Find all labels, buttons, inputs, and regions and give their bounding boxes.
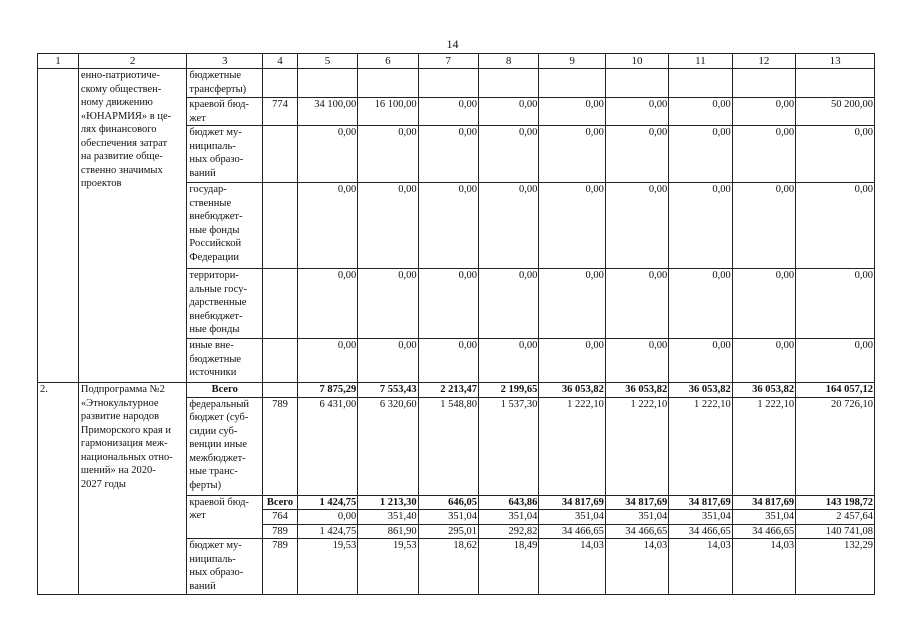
value-cell: 0,00 — [669, 269, 732, 339]
value-cell — [478, 69, 538, 98]
column-number-cell: 1 — [38, 54, 79, 69]
value-cell: 0,00 — [297, 183, 357, 269]
value-cell — [605, 69, 668, 98]
budget-code-cell — [263, 269, 298, 339]
value-cell: 0,00 — [732, 98, 795, 126]
value-cell — [418, 69, 478, 98]
value-cell: 0,00 — [418, 183, 478, 269]
value-cell: 143 198,72 — [796, 495, 875, 510]
value-cell: 0,00 — [478, 183, 538, 269]
column-number-cell: 3 — [187, 54, 263, 69]
column-number-cell: 13 — [796, 54, 875, 69]
value-cell: 861,90 — [358, 524, 418, 539]
value-cell — [358, 69, 418, 98]
value-cell: 351,04 — [418, 510, 478, 525]
value-cell: 19,53 — [297, 539, 357, 595]
budget-code-cell: 764 — [263, 510, 298, 525]
page-number: 14 — [446, 37, 459, 51]
value-cell: 2 213,47 — [418, 383, 478, 398]
budget-code-cell: 774 — [263, 98, 298, 126]
value-cell: 0,00 — [478, 98, 538, 126]
subprogram-description-cell: Подпрограмма №2 «Этнокультурное развитие народов Приморского края и гармонизация меж- национальных отно- шений» на 2020- 2027 годы — [78, 383, 186, 595]
funding-source-cell: краевой бюд- жет — [187, 98, 263, 126]
value-cell: 0,00 — [418, 126, 478, 183]
value-cell: 14,03 — [732, 539, 795, 595]
value-cell: 1 222,10 — [539, 397, 606, 495]
value-cell: 14,03 — [605, 539, 668, 595]
column-number-cell: 10 — [605, 54, 668, 69]
value-cell — [539, 69, 606, 98]
column-number-cell: 4 — [263, 54, 298, 69]
column-number-row — [38, 54, 875, 69]
value-cell: 0,00 — [358, 126, 418, 183]
value-cell: 36 053,82 — [539, 383, 606, 398]
value-cell: 1 222,10 — [605, 397, 668, 495]
budget-table — [37, 53, 875, 595]
value-cell: 34 466,65 — [669, 524, 732, 539]
value-cell — [732, 69, 795, 98]
value-cell: 0,00 — [478, 126, 538, 183]
value-cell: 646,05 — [418, 495, 478, 510]
budget-code-cell — [263, 126, 298, 183]
value-cell: 0,00 — [539, 183, 606, 269]
value-cell: 0,00 — [669, 126, 732, 183]
value-cell: 1 548,80 — [418, 397, 478, 495]
funding-source-cell: бюджет му- ниципаль- ных образо- ваний — [187, 539, 263, 595]
value-cell: 351,04 — [539, 510, 606, 525]
value-cell — [669, 69, 732, 98]
value-cell: 351,04 — [732, 510, 795, 525]
funding-source-cell: территори- альные госу- дарственные внебюджет- ные фонды — [187, 269, 263, 339]
value-cell: 0,00 — [478, 339, 538, 383]
value-cell: 0,00 — [732, 183, 795, 269]
value-cell: 0,00 — [539, 98, 606, 126]
row-number-cell: 2. — [38, 383, 79, 595]
column-number-cell: 12 — [732, 54, 795, 69]
value-cell: 0,00 — [297, 269, 357, 339]
value-cell: 34 817,69 — [669, 495, 732, 510]
value-cell: 0,00 — [297, 339, 357, 383]
budget-code-cell — [263, 183, 298, 269]
value-cell: 6 431,00 — [297, 397, 357, 495]
value-cell: 0,00 — [732, 269, 795, 339]
value-cell: 1 222,10 — [732, 397, 795, 495]
value-cell: 34 817,69 — [605, 495, 668, 510]
value-cell: 0,00 — [539, 339, 606, 383]
value-cell: 18,49 — [478, 539, 538, 595]
value-cell: 643,86 — [478, 495, 538, 510]
value-cell: 34 817,69 — [732, 495, 795, 510]
value-cell: 0,00 — [418, 98, 478, 126]
value-cell: 0,00 — [796, 269, 875, 339]
value-cell: 2 457,64 — [796, 510, 875, 525]
value-cell — [297, 69, 357, 98]
budget-code-cell: 789 — [263, 524, 298, 539]
value-cell: 1 537,30 — [478, 397, 538, 495]
value-cell: 19,53 — [358, 539, 418, 595]
column-number-cell: 8 — [478, 54, 538, 69]
funding-source-cell: государ- ственные внебюджет- ные фонды Российской Федерации — [187, 183, 263, 269]
budget-code-cell — [263, 383, 298, 398]
value-cell: 0,00 — [605, 126, 668, 183]
funding-source-cell: бюджет му- ниципаль- ных образо- ваний — [187, 126, 263, 183]
value-cell: 0,00 — [605, 183, 668, 269]
value-cell: 0,00 — [418, 339, 478, 383]
budget-code-cell: 789 — [263, 397, 298, 495]
budget-code-cell — [263, 339, 298, 383]
value-cell: 295,01 — [418, 524, 478, 539]
value-cell: 36 053,82 — [669, 383, 732, 398]
column-number-cell: 6 — [358, 54, 418, 69]
funding-source-cell: бюджетные трансферты) — [187, 69, 263, 98]
value-cell: 1 424,75 — [297, 495, 357, 510]
value-cell: 50 200,00 — [796, 98, 875, 126]
column-number-cell: 9 — [539, 54, 606, 69]
table-row — [38, 69, 875, 98]
value-cell: 0,00 — [605, 339, 668, 383]
value-cell: 0,00 — [418, 269, 478, 339]
value-cell: 0,00 — [669, 339, 732, 383]
value-cell: 36 053,82 — [605, 383, 668, 398]
value-cell: 0,00 — [796, 339, 875, 383]
value-cell: 14,03 — [539, 539, 606, 595]
value-cell: 164 057,12 — [796, 383, 875, 398]
value-cell: 34 817,69 — [539, 495, 606, 510]
value-cell: 34 466,65 — [539, 524, 606, 539]
value-cell: 0,00 — [732, 339, 795, 383]
value-cell: 1 213,30 — [358, 495, 418, 510]
value-cell: 34 466,65 — [605, 524, 668, 539]
budget-code-cell — [263, 69, 298, 98]
row-number-cell — [38, 69, 79, 383]
value-cell: 7 553,43 — [358, 383, 418, 398]
value-cell: 34 466,65 — [732, 524, 795, 539]
value-cell: 36 053,82 — [732, 383, 795, 398]
table-row — [38, 383, 875, 398]
column-number-cell: 11 — [669, 54, 732, 69]
value-cell: 34 100,00 — [297, 98, 357, 126]
funding-source-cell: иные вне- бюджетные источники — [187, 339, 263, 383]
value-cell: 140 741,08 — [796, 524, 875, 539]
column-number-cell: 2 — [78, 54, 186, 69]
funding-source-cell: федеральный бюджет (суб- сидии суб- венции иные межбюджет- ные транс- ферты) — [187, 397, 263, 495]
value-cell: 0,00 — [796, 183, 875, 269]
value-cell: 14,03 — [669, 539, 732, 595]
value-cell: 7 875,29 — [297, 383, 357, 398]
column-number-cell: 7 — [418, 54, 478, 69]
value-cell: 0,00 — [796, 126, 875, 183]
value-cell: 0,00 — [605, 269, 668, 339]
value-cell: 2 199,65 — [478, 383, 538, 398]
budget-code-cell: 789 — [263, 539, 298, 595]
value-cell: 351,40 — [358, 510, 418, 525]
value-cell: 18,62 — [418, 539, 478, 595]
column-number-cell: 5 — [297, 54, 357, 69]
value-cell: 1 424,75 — [297, 524, 357, 539]
value-cell: 351,04 — [478, 510, 538, 525]
value-cell: 20 726,10 — [796, 397, 875, 495]
value-cell: 0,00 — [669, 98, 732, 126]
value-cell: 0,00 — [539, 126, 606, 183]
value-cell: 0,00 — [358, 269, 418, 339]
value-cell: 351,04 — [605, 510, 668, 525]
value-cell: 351,04 — [669, 510, 732, 525]
value-cell: 0,00 — [478, 269, 538, 339]
value-cell: 132,29 — [796, 539, 875, 595]
funding-source-cell: краевой бюд- жет — [187, 495, 263, 539]
value-cell: 0,00 — [358, 183, 418, 269]
value-cell: 0,00 — [669, 183, 732, 269]
value-cell: 0,00 — [539, 269, 606, 339]
budget-code-cell: Всего — [263, 495, 298, 510]
value-cell: 6 320,60 — [358, 397, 418, 495]
value-cell: 0,00 — [297, 126, 357, 183]
value-cell: 0,00 — [297, 510, 357, 525]
value-cell: 0,00 — [605, 98, 668, 126]
value-cell: 1 222,10 — [669, 397, 732, 495]
value-cell: 0,00 — [732, 126, 795, 183]
funding-source-cell: Всего — [187, 383, 263, 398]
value-cell: 292,82 — [478, 524, 538, 539]
value-cell: 0,00 — [358, 339, 418, 383]
event-description-cell: енно-патриотиче- скому обществен- ному движению «ЮНАРМИЯ» в це- лях финансового обеспечения затрат на развитие обще- ственно значимых проектов — [78, 69, 186, 383]
value-cell — [796, 69, 875, 98]
value-cell: 16 100,00 — [358, 98, 418, 126]
